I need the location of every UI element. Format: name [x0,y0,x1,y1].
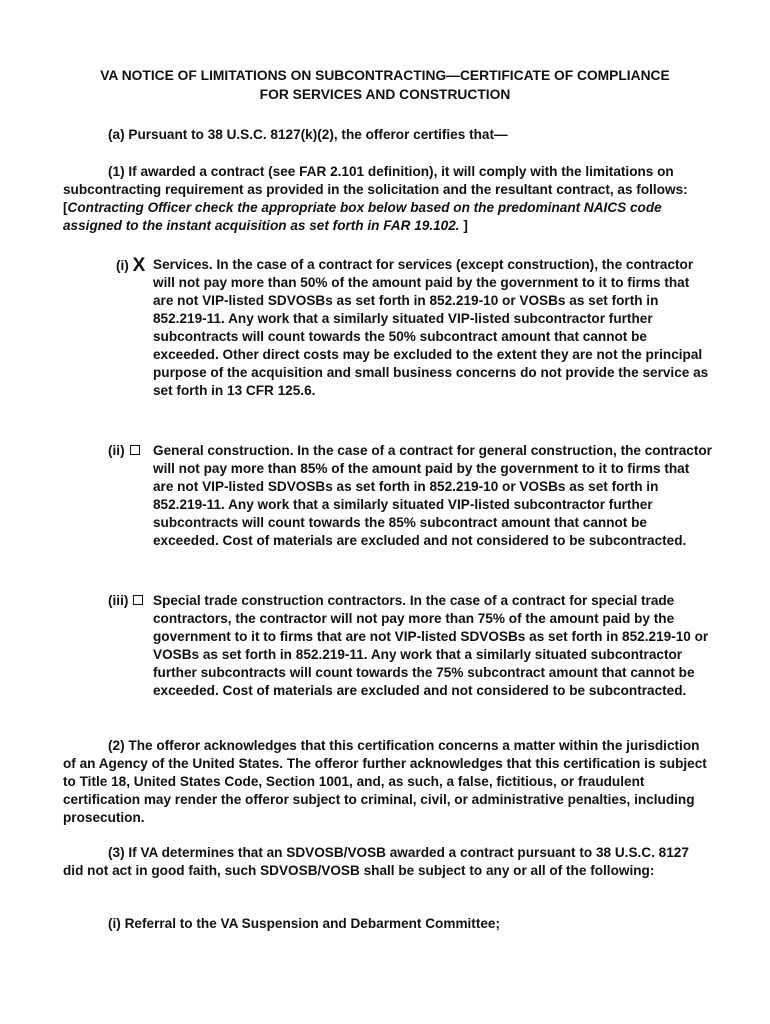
item-services [63,256,708,421]
checkbox-icon [133,595,143,605]
item-special-trade-text: Special trade construction contractors. In the case of a contract for special trade contractors, the contractor will not pay more than 75% of the amount paid by the government to it to firms that are not VIP-listed SDVOSBs as set forth in 852.219-10 or VOSBs as set forth in 852.219-11. Any work that a similarly situated subcontractor further subcontracts will count towards the 75% subcontract amount that cannot be exceeded. Cost of materials are excluded and not considered to be subcontracted. [153,593,709,698]
document-title [40,66,730,104]
item-iii-label: (iii) [108,593,129,608]
item-services-label [116,256,145,275]
item-general-construction-text: General construction. In the case of a contract for general construction, the contractor will not pay more than 85% of the amount paid by the government to it to firms that are not VIP-listed SDVOSBs as set forth in 852.219-10 or VOSBs as set forth in 852.219-11. Any work that a similarly situated VIP-listed subcontractor further subcontracts will count towards the 85% subcontract amount that cannot be exceeded. Cost of materials are excluded and not considered to be subcontracted. [153,443,712,548]
checkbox-icon [130,445,140,455]
paragraph-1-close: ] [459,218,468,233]
title-line-1: VA NOTICE OF LIMITATIONS ON SUBCONTRACTING—CERTIFICATE OF COMPLIANCE [100,68,670,83]
item-special-trade [63,592,708,722]
item-general-construction [63,442,712,572]
paragraph-a: (a) Pursuant to 38 U.S.C. 8127(k)(2), the offeror certifies that— [108,127,508,142]
item-special-trade-label [108,592,145,610]
title-line-2: FOR SERVICES AND CONSTRUCTION [259,87,511,102]
item-i-label: (i) [116,258,129,273]
paragraph-1-text: (1) If awarded a contract (see FAR 2.101 definition), it will comply with the limitations on subcontracting requirement as provided in the solicitation and the resultant contract, as follows: [ [63,164,688,215]
paragraph-3-i: (i) Referral to the VA Suspension and Debarment Committee; [108,916,501,931]
paragraph-2: (2) The offeror acknowledges that this certification concerns a matter within the jurisdiction of an Agency of the United States. The offeror further acknowledges that this certification is subject to Title 18, United States Code, Section 1001, and, as such, a false, fictitious, or fraudulent certification may render the offeror subject to criminal, civil, or administrative penalties, including prosecution. [63,738,707,825]
paragraph-1-instruction: Contracting Officer check the appropriate box below based on the predominant NAICS code assigned to the instant acquisition as set forth in FAR 19.102. [63,200,662,233]
item-general-construction-label [108,442,142,460]
item-services-text: Services. In the case of a contract for services (except construction), the contractor will not pay more than 50% of the amount paid by the government to it to firms that are not VIP-listed SDVOSBs as set forth in 852.219-10 or VOSBs as set forth in 852.219-11. Any work that a similarly situated VIP-listed subcontractor further subcontracts will count towards the 50% subcontract amount that cannot be exceeded. Other direct costs may be excluded to the extent they are not the principal purpose of the acquisition and small business concerns do not provide the service as set forth in 13 CFR 125.6. [153,257,709,398]
paragraph-3: (3) If VA determines that an SDVOSB/VOSB awarded a contract pursuant to 38 U.S.C. 8127 did not act in good faith, such SDVOSB/VOSB shall be subject to any or all of the following: [63,845,689,878]
item-ii-label: (ii) [108,443,125,458]
paragraph-1 [63,163,708,235]
checked-x-mark: X [132,255,146,276]
